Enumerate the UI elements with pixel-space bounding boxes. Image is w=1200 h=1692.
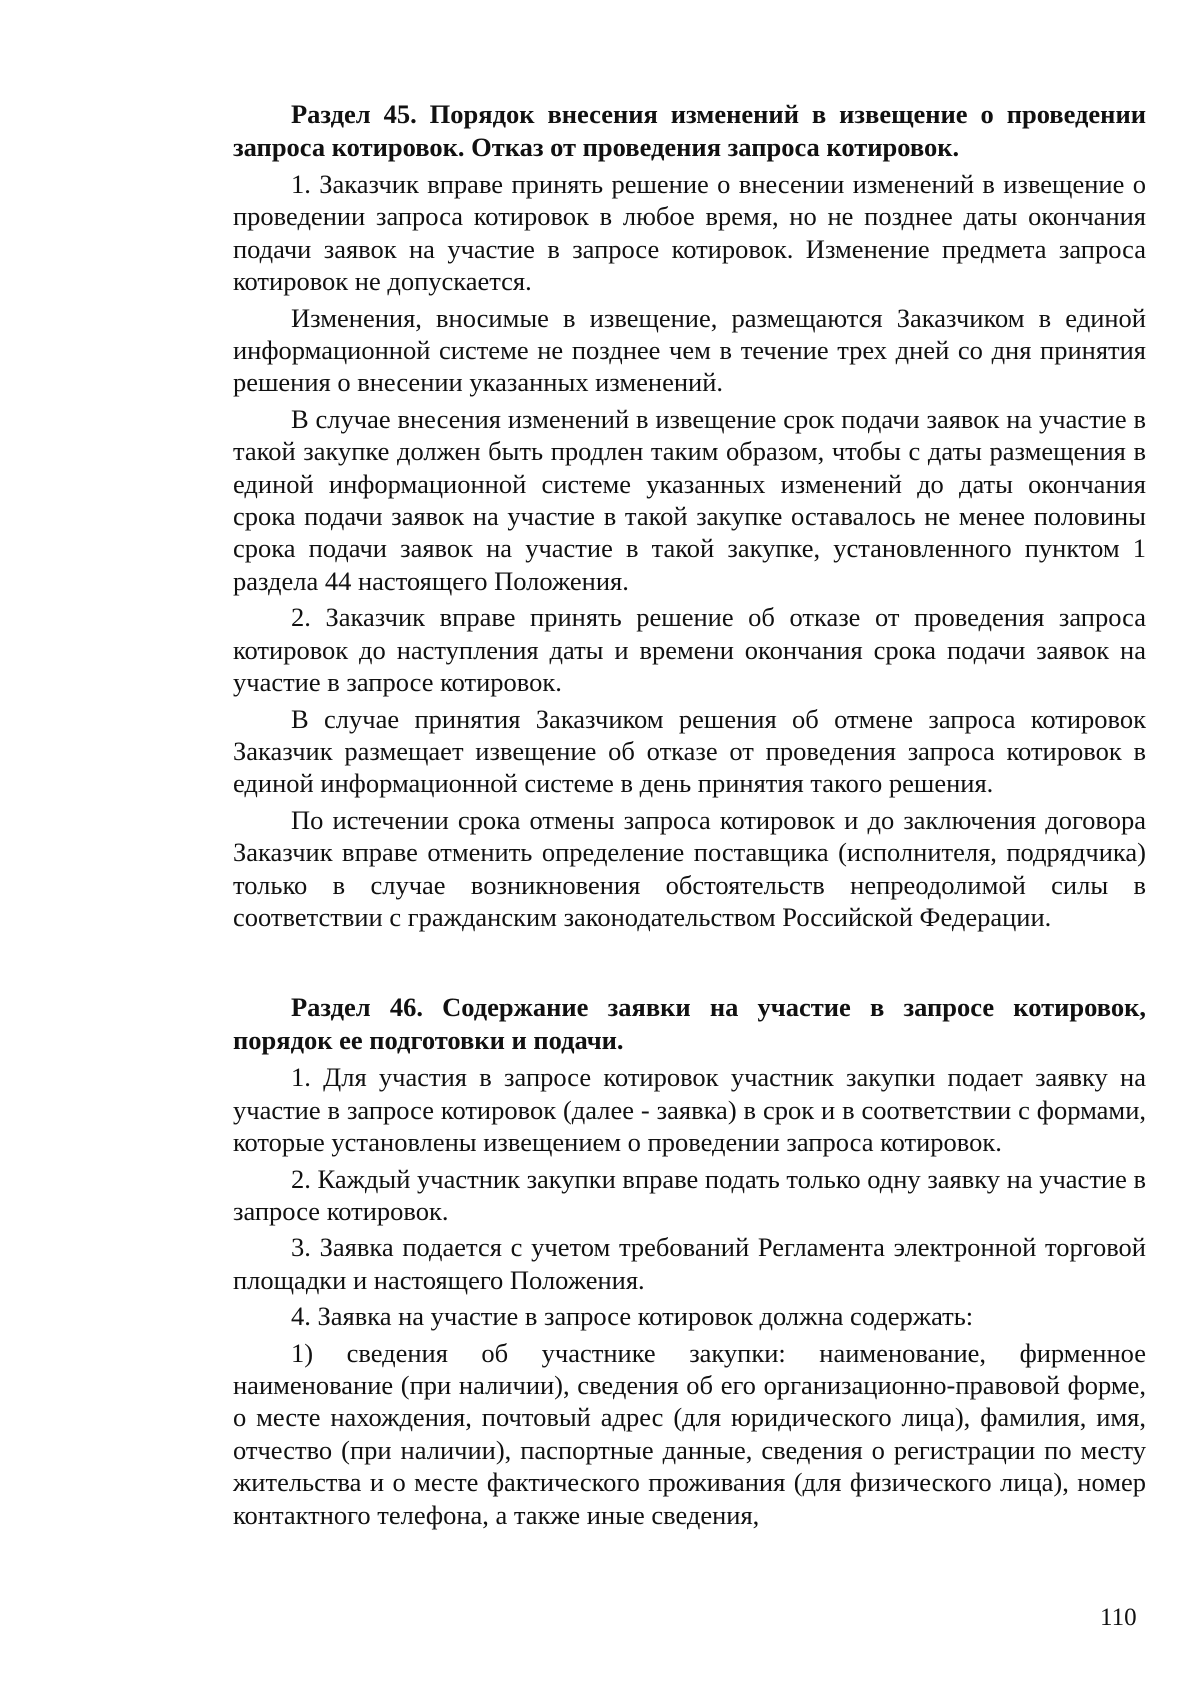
section-46-paragraph-1: 1. Для участия в запросе котировок участник закупки подает заявку на участие в запросе котировок (далее - заявка) в срок и в соответствии с формами, которые установлены извещением о проведении запроса котировок. <box>233 1062 1146 1158</box>
section-46-paragraph-2: 2. Каждый участник закупки вправе подать только одну заявку на участие в запросе котировок. <box>233 1163 1146 1226</box>
section-46-paragraph-3: 3. Заявка подается с учетом требований Регламента электронной торговой площадки и настоящего Положения. <box>233 1232 1146 1295</box>
section-45-paragraph-2: Изменения, вносимые в извещение, размещаются Заказчиком в единой информационной системе не позднее чем в течение трех дней со дня принятия решения о внесении указанных изменений. <box>233 302 1146 398</box>
section-45-paragraph-1: 1. Заказчик вправе принять решение о внесении изменений в извещение о проведении запроса котировок в любое время, но не позднее даты окончания подачи заявок на участие в запросе котировок. Изменение предмета запроса котировок не допускается. <box>233 169 1146 297</box>
section-45-title: Раздел 45. Порядок внесения изменений в извещение о проведении запроса котировок. Отказ от проведения запроса котировок. <box>233 99 1146 162</box>
section-45-paragraph-4: 2. Заказчик вправе принять решение об отказе от проведения запроса котировок до наступления даты и времени окончания срока подачи заявок на участие в запросе котировок. <box>233 602 1146 698</box>
document-page <box>233 98 1146 1535</box>
section-45-paragraph-3: В случае внесения изменений в извещение срок подачи заявок на участие в такой закупке должен быть продлен таким образом, чтобы с даты размещения в единой информационной системе указанных изменений до даты окончания срока подачи заявок на участие в такой закупке оставалось не менее половины срока подачи заявок на участие в такой закупке, установленного пунктом 1 раздела 44 настоящего Положения. <box>233 403 1146 596</box>
section-45-paragraph-5: В случае принятия Заказчиком решения об отмене запроса котировок Заказчик размещает извещение об отказе от проведения запроса котировок в единой информационной системе в день принятия такого решения. <box>233 703 1146 799</box>
page-number: 110 <box>1100 1604 1137 1631</box>
section-46-paragraph-4: 4. Заявка на участие в запросе котировок должна содержать: <box>291 1301 974 1332</box>
section-45-paragraph-6: По истечении срока отмены запроса котировок и до заключения договора Заказчик вправе отменить определение поставщика (исполнителя, подрядчика) только в случае возникновения обстоятельств непреодолимой силы в соответствии с гражданским законодательством Российской Федерации. <box>233 804 1146 932</box>
section-46-paragraph-5: 1) сведения об участнике закупки: наименование, фирменное наименование (при наличии), сведения об его организационно-правовой форме, о месте нахождения, почтовый адрес (для юридического лица), фамилия, имя, отчество (при наличии), паспортные данные, сведения о регистрации по месту жительства и о месте фактического проживания (для физического лица), номер контактного телефона, а также иные сведения, <box>233 1337 1146 1530</box>
section-46-title: Раздел 46. Содержание заявки на участие в запросе котировок, порядок ее подготовки и подачи. <box>233 992 1146 1056</box>
